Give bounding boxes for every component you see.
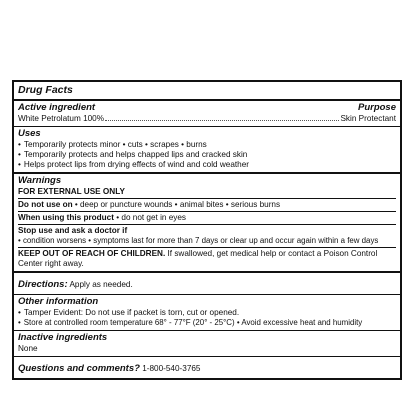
- questions-heading: Questions and comments?: [18, 363, 140, 374]
- stop-use-row: [18, 225, 396, 248]
- keep-out-text: If swallowed, get medical help or contact a Poison Control Center right away.: [18, 249, 378, 268]
- active-ingredient-section: [14, 101, 400, 127]
- other-information-item: • Tamper Evident: Do not use if packet is torn, cut or opened.: [18, 308, 396, 318]
- do-not-use-label: Do not use on: [18, 200, 73, 209]
- keep-out-row: [18, 248, 396, 271]
- keep-out-label: KEEP OUT OF REACH OF CHILDREN.: [18, 249, 166, 258]
- purpose-heading: Purpose: [357, 102, 396, 113]
- drug-facts-title-section: [14, 82, 400, 101]
- other-information-heading: Other information: [18, 296, 99, 307]
- inactive-ingredients-section: [14, 331, 400, 357]
- other-information-item: • Store at controlled room temperature 68° - 77°F (20° - 25°C) • Avoid excessive heat and humidity: [18, 318, 396, 328]
- purpose-value: Skin Protectant: [340, 114, 396, 123]
- when-using-label: When using this product: [18, 213, 114, 222]
- directions-section: [14, 272, 400, 295]
- active-ingredient-value: White Petrolatum 100%: [18, 114, 105, 123]
- uses-item: • Temporarily protects minor • cuts • scrapes • burns: [18, 140, 396, 150]
- other-information-section: [14, 295, 400, 331]
- drug-facts-panel: [12, 80, 402, 380]
- leader-dots: [105, 120, 339, 121]
- stop-use-label: Stop use and ask a doctor if: [18, 226, 128, 235]
- questions-section: [14, 357, 400, 378]
- stop-use-text: • condition worsens • symptoms last for more than 7 days or clear up and occur again within a few days: [18, 236, 379, 245]
- when-using-text: • do not get in eyes: [116, 213, 187, 222]
- directions-heading: Directions:: [18, 279, 68, 290]
- do-not-use-text: • deep or puncture wounds • animal bites • serious burns: [74, 200, 281, 209]
- when-using-row: [18, 212, 396, 225]
- active-ingredient-heading: Active ingredient: [18, 102, 96, 113]
- warnings-section: [14, 174, 400, 272]
- inactive-ingredients-text: None: [18, 344, 38, 353]
- uses-item: • Temporarily protects and helps chapped lips and cracked skin: [18, 150, 396, 160]
- external-use-label: FOR EXTERNAL USE ONLY: [18, 187, 396, 199]
- uses-section: [14, 127, 400, 174]
- directions-text: Apply as needed.: [67, 280, 133, 289]
- inactive-ingredients-heading: Inactive ingredients: [18, 332, 108, 343]
- do-not-use-row: [18, 199, 396, 212]
- warnings-heading: Warnings: [18, 175, 62, 186]
- drug-facts-title: Drug Facts: [18, 84, 73, 96]
- uses-heading: Uses: [18, 128, 41, 139]
- questions-phone: 1-800-540-3765: [139, 364, 201, 373]
- uses-item: • Helps protect lips from drying effects of wind and cold weather: [18, 160, 396, 170]
